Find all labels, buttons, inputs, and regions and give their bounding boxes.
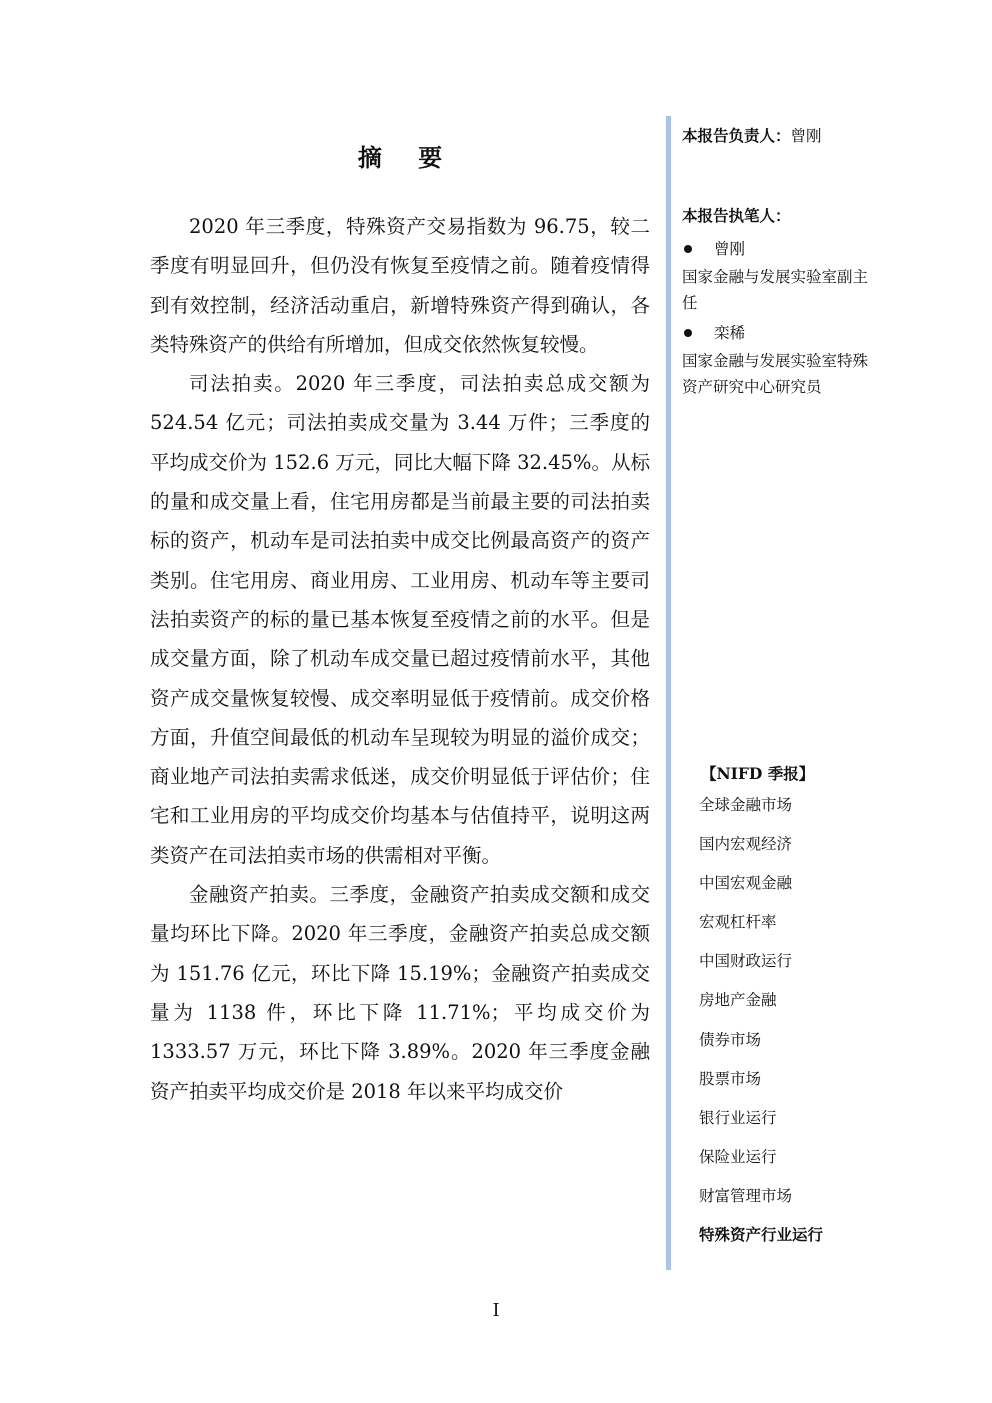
responsible-label: 本报告负责人：: [682, 126, 791, 145]
writer-name: 栾稀: [714, 324, 746, 342]
page-number: I: [492, 1300, 500, 1321]
abstract-paragraph: 金融资产拍卖。三季度，金融资产拍卖成交额和成交量均环比下降。2020 年三季度，金融资产拍卖总成交额为 151.76 亿元，环比下降 15.19%；金融资产拍卖成交量为 1138 件，环比下降 11.71%；平均成交价为 1333.57 万元，环比下降 3.89%。2020 年三季度金融资产拍卖平均成交价是 2018 年以来平均成交价: [150, 883, 650, 1103]
series-item: 中国财政运行: [699, 952, 793, 971]
series-item: 保险业运行: [699, 1147, 777, 1166]
writer-item: [682, 238, 882, 260]
abstract-paragraph: 司法拍卖。2020 年三季度，司法拍卖总成交额为 524.54 亿元；司法拍卖成交量为 3.44 万件；三季度的平均成交价为 152.6 万元，同比大幅下降 32.45%。从标的量和成交量上看，住宅用房都是当前最主要的司法拍卖标的资产，机动车是司法拍卖中成交比例最高资产的资产类别。住宅用房、商业用房、工业用房、机动车等主要司法拍卖资产的标的量已基本恢复至疫情之前的水平。但是成交量方面，除了机动车成交量已超过疫情前水平，其他资产成交量恢复较慢、成交率明显低于疫情前。成交价格方面，升值空间最低的机动车呈现较为明显的溢价成交；商业地产司法拍卖需求低迷，成交价明显低于评估价；住宅和工业用房的平均成交价均基本与估值持平，说明这两类资产在司法拍卖市场的供需相对平衡。: [150, 372, 650, 867]
series-item: 中国宏观金融: [699, 874, 793, 893]
series-title: 【NIFD 季报】: [701, 764, 815, 783]
series-item: 宏观杠杆率: [699, 913, 777, 932]
writer-name: 曾刚: [714, 240, 746, 258]
writer-affiliation: 国家金融与发展实验室副主任: [682, 268, 869, 312]
writers-block: [682, 204, 882, 406]
series-item: 财富管理市场: [699, 1186, 793, 1205]
series-list: [699, 794, 879, 1263]
series-item: 股票市场: [699, 1069, 762, 1088]
writer-affiliation: 国家金融与发展实验室特殊资产研究中心研究员: [682, 352, 869, 396]
series-item-active: 特殊资产行业运行: [699, 1225, 824, 1245]
series-item: 国内宏观经济: [699, 835, 793, 854]
bullet-icon: [684, 245, 692, 253]
series-item: 房地产金融: [699, 991, 777, 1010]
series-item: 债券市场: [699, 1030, 762, 1049]
bullet-icon: [684, 329, 692, 337]
responsible-person: [682, 124, 882, 146]
abstract-title: 摘 要: [357, 143, 457, 172]
series-item: 全球金融市场: [699, 796, 793, 814]
abstract-section: [150, 138, 650, 1111]
writer-item: [682, 322, 882, 344]
abstract-paragraph: 2020 年三季度，特殊资产交易指数为 96.75，较二季度有明显回升，但仍没有恢复至疫情之前。随着疫情得到有效控制，经济活动重启，新增特殊资产得到确认，各类特殊资产的供给有所增加，但成交依然恢复较慢。: [150, 215, 650, 356]
sidebar-divider: [666, 116, 671, 1270]
series-item: 银行业运行: [699, 1108, 777, 1127]
responsible-name: 曾刚: [790, 127, 822, 145]
report-series: [699, 762, 879, 1263]
writers-label: 本报告执笔人：: [682, 206, 791, 225]
